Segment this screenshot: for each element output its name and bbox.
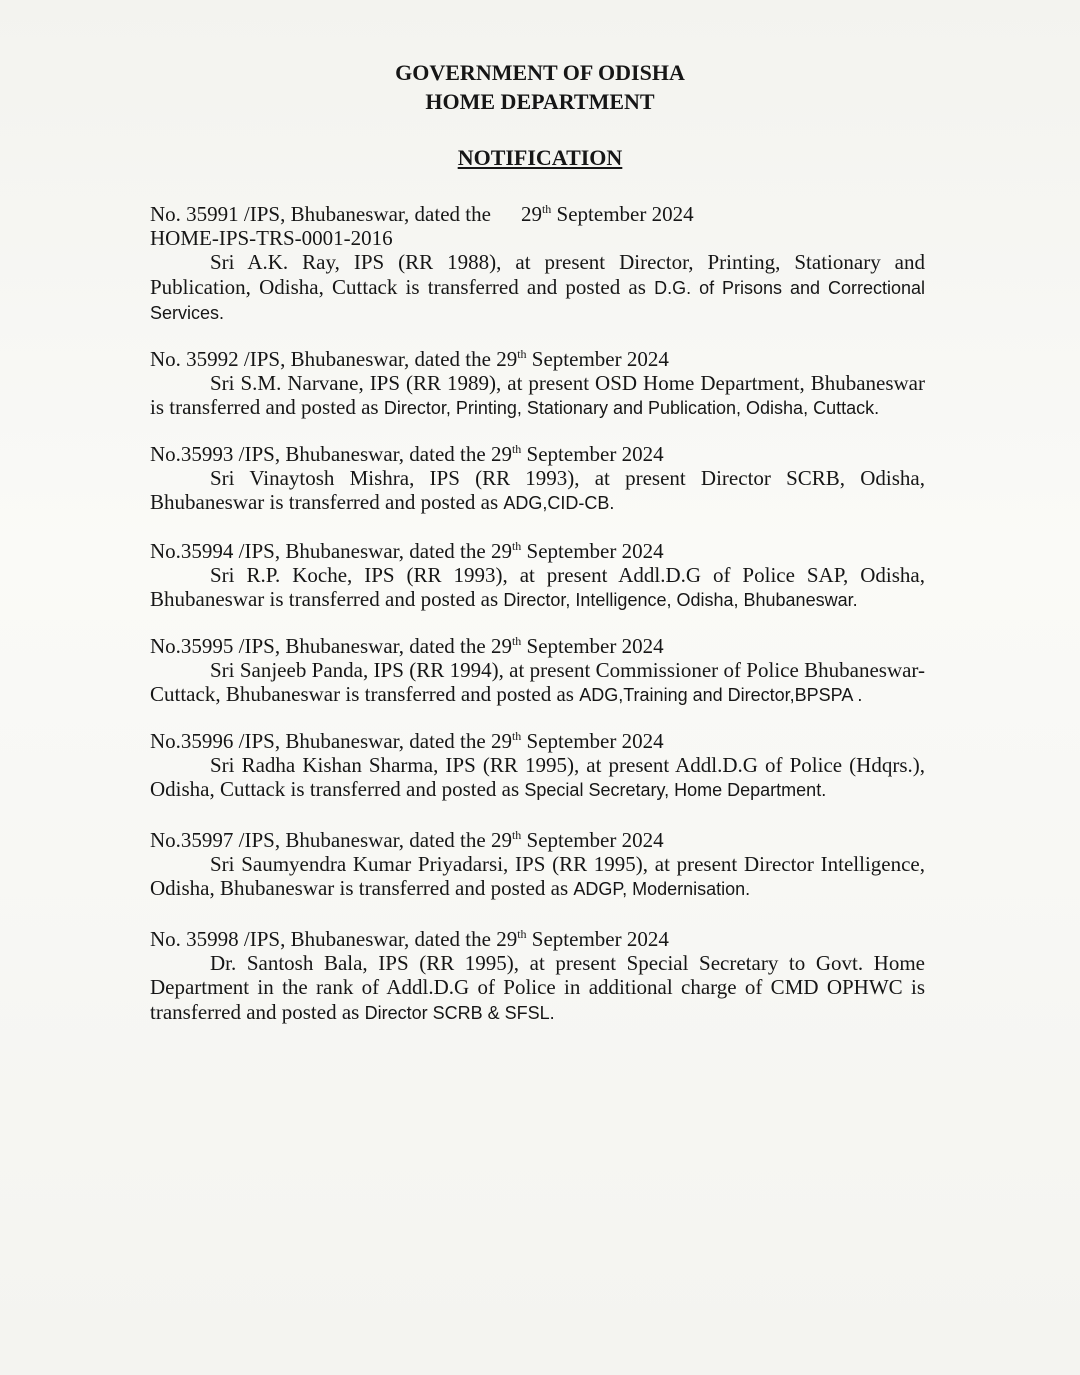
- order-day: 29: [490, 728, 512, 753]
- order-posting: Director, Intelligence, Odisha, Bhubaneswar.: [503, 590, 858, 610]
- order-item: [150, 202, 925, 326]
- order-day-suffix: th: [511, 827, 522, 842]
- order-day-suffix: th: [511, 633, 522, 648]
- order-day: 29: [520, 202, 542, 226]
- order-day-suffix: th: [517, 346, 527, 361]
- order-reference: [150, 202, 925, 226]
- order-reference: [150, 634, 925, 658]
- order-number: No.35994 /IPS, Bhubaneswar, dated the: [150, 538, 486, 563]
- order-day: 29: [490, 633, 512, 658]
- order-date: September 2024: [526, 633, 664, 658]
- order-text: Sri S.M. Narvane, IPS (RR 1989), at present OSD Home Department, Bhubaneswar is transferred and posted as: [150, 370, 925, 419]
- order-posting: D.G. of Prisons and Correctional Services.: [150, 277, 926, 323]
- order-body: [150, 951, 925, 1026]
- order-reference: [150, 927, 925, 951]
- order-text: Sri Sanjeeb Panda, IPS (RR 1994), at present Commissioner of Police Bhubaneswar-Cuttack, Bhubaneswar is transferred and posted as: [150, 657, 925, 706]
- order-posting: Director, Printing, Stationary and Publication, Odisha, Cuttack.: [383, 398, 880, 418]
- order-text: Sri Saumyendra Kumar Priyadarsi, IPS (RR 1995), at present Director Intelligence, Odisha, Bhubaneswar is transferred and posted as: [150, 851, 925, 900]
- order-number: No. 35992 /IPS, Bhubaneswar, dated the: [150, 346, 491, 371]
- order-number: No. 35991 /IPS, Bhubaneswar, dated the: [150, 202, 491, 226]
- order-number: No.35997 /IPS, Bhubaneswar, dated the: [150, 827, 486, 852]
- order-number: No.35996 /IPS, Bhubaneswar, dated the: [150, 728, 486, 753]
- department-heading: HOME DEPARTMENT: [425, 89, 655, 114]
- order-posting: ADGP, Modernisation.: [573, 879, 751, 899]
- order-reference: [150, 539, 925, 563]
- order-date: September 2024: [531, 926, 669, 951]
- order-day-suffix: th: [511, 728, 522, 743]
- government-heading: GOVERNMENT OF ODISHA: [395, 60, 685, 85]
- order-body: [150, 753, 925, 803]
- document-header: [0, 58, 1080, 116]
- order-number: No.35993 /IPS, Bhubaneswar, dated the: [150, 441, 486, 466]
- order-text: Sri Vinaytosh Mishra, IPS (RR 1993), at present Director SCRB, Odisha, Bhubaneswar is transferred and posted as: [150, 465, 925, 514]
- order-body: [150, 563, 925, 613]
- file-number: HOME-IPS-TRS-0001-2016: [150, 226, 393, 250]
- order-item: [150, 729, 925, 803]
- order-text: Sri R.P. Koche, IPS (RR 1993), at present Addl.D.G of Police SAP, Odisha, Bhubaneswar is transferred and posted as: [150, 562, 925, 611]
- order-body: [150, 658, 925, 708]
- order-date: September 2024: [531, 346, 669, 371]
- order-item: [150, 539, 925, 613]
- orders-list: [150, 202, 925, 1046]
- order-reference: [150, 729, 925, 753]
- notification-title-text: NOTIFICATION: [457, 145, 623, 170]
- order-day: 29: [496, 926, 518, 951]
- order-body: [150, 371, 925, 421]
- notification-title: [0, 145, 1080, 171]
- order-reference: [150, 442, 925, 466]
- order-day: 29: [496, 346, 518, 371]
- order-item: [150, 828, 925, 902]
- order-date: September 2024: [526, 728, 664, 753]
- order-day-suffix: th: [517, 926, 527, 941]
- order-posting: Special Secretary, Home Department.: [524, 780, 827, 800]
- order-item: [150, 927, 925, 1026]
- order-posting: ADG,CID-CB.: [503, 493, 615, 513]
- order-reference: [150, 347, 925, 371]
- order-day: 29: [490, 827, 512, 852]
- order-day: 29: [490, 538, 512, 563]
- order-body: [150, 852, 925, 902]
- order-day-suffix: th: [511, 441, 522, 456]
- order-posting: ADG,Training and Director,BPSPA .: [579, 685, 863, 705]
- order-number: No.35995 /IPS, Bhubaneswar, dated the: [150, 633, 486, 658]
- order-item: [150, 634, 925, 708]
- order-number: No. 35998 /IPS, Bhubaneswar, dated the: [150, 926, 491, 951]
- order-text: Sri Radha Kishan Sharma, IPS (RR 1995), at present Addl.D.G of Police (Hdqrs.), Odisha, Cuttack is transferred and posted as: [150, 752, 925, 801]
- order-day-suffix: th: [541, 202, 552, 216]
- order-text: Sri A.K. Ray, IPS (RR 1988), at present Director, Printing, Stationary and Publication, Odisha, Cuttack is transferred and posted as: [150, 250, 925, 299]
- order-posting: Director SCRB & SFSL.: [364, 1002, 555, 1023]
- order-day: 29: [490, 441, 512, 466]
- order-body: [150, 466, 925, 516]
- order-date: September 2024: [526, 538, 664, 563]
- order-reference: [150, 828, 925, 852]
- order-item: [150, 442, 925, 516]
- order-text: Dr. Santosh Bala, IPS (RR 1995), at present Special Secretary to Govt. Home Department in the rank of Addl.D.G of Police in additional charge of CMD OPHWC is transferred and posted as: [150, 950, 925, 1024]
- order-date: September 2024: [526, 441, 664, 466]
- order-body: [150, 250, 925, 326]
- order-date: September 2024: [526, 827, 664, 852]
- order-day-suffix: th: [511, 538, 522, 553]
- order-item: [150, 347, 925, 421]
- order-date: September 2024: [556, 202, 694, 226]
